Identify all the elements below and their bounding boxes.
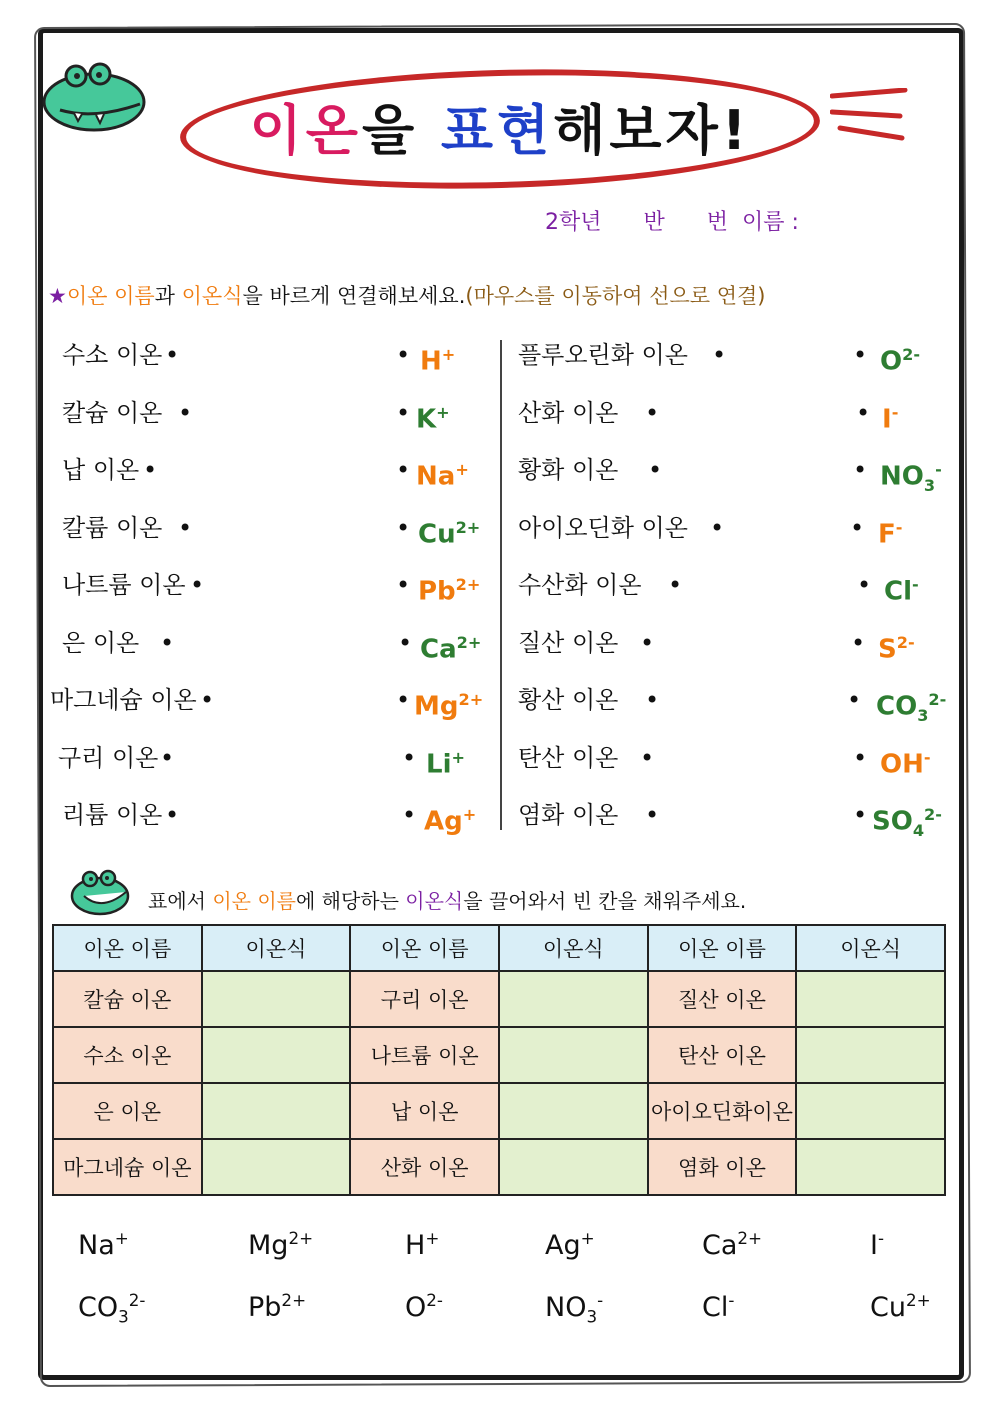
matching-right-name-dot[interactable]: • bbox=[710, 513, 725, 542]
formula-charge: 2+ bbox=[288, 1228, 314, 1248]
formula-charge: 2- bbox=[128, 1290, 146, 1310]
matching-left-name: 칼륨 이온 bbox=[62, 513, 163, 542]
formula-symbol: Cu bbox=[418, 519, 456, 550]
instr1-text: 과 bbox=[154, 284, 182, 308]
matching-left-formula bbox=[416, 398, 450, 435]
matching-left-name-dot[interactable]: • bbox=[200, 686, 215, 714]
matching-right-formula-dot[interactable]: • bbox=[850, 513, 865, 542]
matching-right-name: 염화 이온 bbox=[518, 801, 619, 829]
table-row bbox=[53, 971, 945, 1027]
instr1-hint: (마우스를 이동하여 선으로 연결) bbox=[465, 284, 766, 308]
name-label: 이름 : bbox=[741, 210, 799, 235]
class-label: 반 bbox=[643, 210, 665, 235]
formula-charge: 2+ bbox=[455, 517, 481, 537]
matching-right-name-dot[interactable]: • bbox=[640, 743, 655, 772]
formula-symbol: Mg bbox=[248, 1230, 289, 1261]
instruction-matching bbox=[48, 280, 766, 310]
formula-symbol: Pb bbox=[418, 576, 456, 607]
title-part-4: 해보자! bbox=[553, 99, 751, 162]
matching-right-formula bbox=[882, 398, 898, 435]
draggable-formula[interactable] bbox=[248, 1290, 306, 1323]
instr2-text: 표에서 bbox=[148, 889, 213, 913]
formula-charge: 2+ bbox=[455, 575, 481, 594]
ion-name-cell: 칼슘 이온 bbox=[53, 971, 202, 1027]
matching-left-formula-dot[interactable]: • bbox=[398, 628, 413, 657]
table-row bbox=[53, 1027, 945, 1083]
matching-left-formula bbox=[418, 513, 480, 550]
matching-left-formula-dot[interactable]: • bbox=[396, 686, 411, 714]
matching-left-formula bbox=[414, 685, 483, 722]
grade-label: 2학년 bbox=[545, 210, 602, 235]
formula-charge: - bbox=[923, 747, 931, 767]
table-row bbox=[53, 1083, 945, 1139]
formula-symbol: Ag bbox=[424, 806, 463, 837]
formula-charge: - bbox=[912, 575, 919, 594]
formula-charge: + bbox=[451, 747, 465, 767]
formula-charge: - bbox=[877, 1228, 885, 1248]
ion-formula-drop-cell[interactable] bbox=[202, 1139, 351, 1195]
formula-charge: + bbox=[114, 1228, 129, 1248]
formula-symbol: Pb bbox=[248, 1292, 282, 1323]
matching-right-name-dot[interactable]: • bbox=[648, 456, 663, 484]
ion-formula-drop-cell[interactable] bbox=[202, 1027, 351, 1083]
matching-right-name: 탄산 이온 bbox=[518, 743, 619, 772]
formula-subscript: 3 bbox=[923, 475, 936, 495]
formula-charge: - bbox=[728, 1290, 735, 1310]
formula-charge: - bbox=[895, 517, 903, 537]
matching-left-formula bbox=[416, 455, 469, 492]
matching-left-name-dot[interactable]: • bbox=[178, 513, 193, 542]
matching-right-name-dot[interactable]: • bbox=[640, 628, 655, 657]
matching-right-formula-dot[interactable]: • bbox=[853, 341, 868, 369]
ion-name-cell: 나트륨 이온 bbox=[350, 1027, 499, 1083]
formula-symbol: Na bbox=[78, 1230, 115, 1261]
matching-left-formula bbox=[426, 743, 465, 780]
formula-charge: + bbox=[436, 402, 450, 422]
instruction-table bbox=[148, 885, 746, 914]
matching-left-name: 수소 이온 bbox=[62, 341, 163, 369]
instr2-ion-name: 이온 이름 bbox=[212, 889, 296, 913]
instr1-text: 을 바르게 연결해보세요. bbox=[242, 284, 466, 308]
formula-symbol: NO bbox=[880, 461, 924, 492]
formula-symbol: SO bbox=[872, 806, 913, 837]
draggable-formula[interactable] bbox=[405, 1228, 439, 1261]
formula-charge: + bbox=[441, 345, 456, 364]
header-ion-name: 이온 이름 bbox=[350, 925, 499, 971]
formula-charge: 2+ bbox=[456, 632, 482, 652]
ion-name-cell: 납 이온 bbox=[350, 1083, 499, 1139]
table-header-row bbox=[53, 925, 945, 971]
matching-left-name-dot[interactable]: • bbox=[190, 571, 205, 599]
formula-symbol: H bbox=[420, 346, 442, 377]
formula-symbol: H bbox=[405, 1230, 426, 1261]
formula-charge: + bbox=[580, 1228, 595, 1248]
formula-symbol: I bbox=[870, 1230, 878, 1261]
matching-right-formula bbox=[872, 800, 942, 846]
draggable-formula[interactable] bbox=[702, 1228, 762, 1261]
ion-name-cell: 마그네슘 이온 bbox=[53, 1139, 202, 1195]
header-ion-formula: 이온식 bbox=[202, 925, 351, 971]
formula-symbol: O bbox=[880, 346, 903, 377]
ion-name-cell: 염화 이온 bbox=[648, 1139, 797, 1195]
matching-left-formula-dot[interactable]: • bbox=[396, 398, 411, 427]
emphasis-lines-icon bbox=[830, 88, 910, 143]
matching-right-name-dot[interactable]: • bbox=[668, 571, 683, 599]
instr2-text: 에 해당하는 bbox=[295, 889, 406, 913]
formula-symbol: O bbox=[405, 1292, 427, 1323]
matching-right-name: 질산 이온 bbox=[518, 628, 619, 657]
matching-right-formula-dot[interactable]: • bbox=[856, 398, 871, 427]
matching-left-formula bbox=[418, 570, 480, 607]
matching-left-formula-dot[interactable]: • bbox=[396, 571, 411, 599]
ion-formula-drop-cell[interactable] bbox=[499, 1027, 648, 1083]
matching-right-name-dot[interactable]: • bbox=[645, 801, 660, 829]
ion-formula-drop-cell[interactable] bbox=[796, 1139, 945, 1195]
formula-symbol: F bbox=[878, 519, 896, 550]
ion-formula-drop-cell[interactable] bbox=[796, 1027, 945, 1083]
formula-symbol: Ag bbox=[545, 1230, 581, 1261]
title-part-3: 표현 bbox=[440, 99, 554, 162]
matching-right-formula bbox=[880, 340, 920, 377]
matching-left-formula bbox=[420, 340, 455, 377]
ion-name-cell: 은 이온 bbox=[53, 1083, 202, 1139]
matching-right-name: 플루오린화 이온 bbox=[518, 341, 688, 369]
matching-left-formula-dot[interactable]: • bbox=[396, 456, 411, 484]
title-part-1: 이온 bbox=[249, 99, 362, 162]
formula-charge: 2+ bbox=[737, 1228, 763, 1248]
instr2-text: 을 끌어와서 빈 칸을 채워주세요. bbox=[463, 889, 747, 913]
student-info bbox=[545, 205, 799, 236]
matching-left-formula-dot[interactable]: • bbox=[402, 801, 417, 829]
matching-right-formula bbox=[884, 570, 919, 607]
matching-right-formula-dot[interactable]: • bbox=[853, 801, 868, 829]
instr1-ion-formula: 이온식 bbox=[181, 284, 243, 308]
draggable-formula[interactable] bbox=[405, 1290, 443, 1323]
formula-symbol: Cl bbox=[884, 576, 912, 607]
header-ion-name: 이온 이름 bbox=[53, 925, 202, 971]
formula-subscript: 4 bbox=[912, 820, 925, 840]
crocodile-small-icon bbox=[68, 868, 134, 918]
matching-left-name-dot[interactable]: • bbox=[160, 743, 175, 772]
matching-left-formula bbox=[420, 628, 481, 665]
number-label: 번 bbox=[706, 210, 728, 235]
formula-symbol: Cl bbox=[702, 1292, 729, 1323]
formula-subscript: 3 bbox=[586, 1306, 598, 1327]
ion-name-cell: 아이오딘화이온 bbox=[648, 1083, 797, 1139]
formula-charge: 2+ bbox=[905, 1290, 931, 1310]
matching-left-name-dot[interactable]: • bbox=[160, 628, 175, 657]
ion-formula-drop-cell[interactable] bbox=[796, 1083, 945, 1139]
formula-symbol: Mg bbox=[414, 691, 459, 722]
table-row bbox=[53, 1139, 945, 1195]
draggable-formula[interactable] bbox=[870, 1228, 884, 1261]
matching-left-name: 은 이온 bbox=[62, 628, 140, 657]
formula-symbol: CO bbox=[78, 1292, 119, 1323]
matching-right-formula-dot[interactable]: • bbox=[853, 456, 868, 484]
matching-right-formula bbox=[880, 455, 942, 501]
star-icon: ★ bbox=[48, 284, 67, 308]
matching-left-name: 납 이온 bbox=[62, 456, 140, 484]
matching-left-formula bbox=[424, 800, 476, 837]
matching-left-formula-dot[interactable]: • bbox=[402, 743, 417, 772]
matching-right-formula bbox=[878, 628, 915, 665]
draggable-formula[interactable] bbox=[702, 1290, 734, 1323]
formula-charge: 2+ bbox=[281, 1290, 307, 1310]
matching-right-formula bbox=[876, 685, 946, 731]
draggable-formula[interactable] bbox=[545, 1290, 603, 1326]
formula-charge: 2- bbox=[426, 1290, 443, 1310]
matching-right-name: 산화 이온 bbox=[518, 398, 619, 427]
formula-symbol: CO bbox=[876, 691, 918, 722]
matching-right-formula-dot[interactable]: • bbox=[851, 628, 866, 657]
ion-name-cell: 산화 이온 bbox=[350, 1139, 499, 1195]
formula-charge: - bbox=[935, 460, 942, 479]
matching-left-name: 나트륨 이온 bbox=[62, 571, 186, 599]
matching-right-name: 수산화 이온 bbox=[518, 571, 642, 599]
column-divider bbox=[500, 340, 502, 830]
matching-left-formula-dot[interactable]: • bbox=[396, 513, 411, 542]
matching-right-name: 황화 이온 bbox=[518, 456, 619, 484]
ion-formula-drop-cell[interactable] bbox=[202, 1083, 351, 1139]
formula-charge: 2- bbox=[924, 805, 942, 824]
matching-right-formula-dot[interactable]: • bbox=[857, 571, 872, 599]
formula-charge: 2- bbox=[928, 690, 947, 709]
formula-symbol: OH bbox=[880, 749, 924, 780]
instr1-ion-name: 이온 이름 bbox=[66, 284, 155, 308]
formula-symbol: NO bbox=[545, 1292, 587, 1323]
matching-right-formula bbox=[878, 513, 902, 550]
ion-name-cell: 질산 이온 bbox=[648, 971, 797, 1027]
ion-name-cell: 수소 이온 bbox=[53, 1027, 202, 1083]
formula-symbol: K bbox=[416, 404, 437, 435]
matching-left-name: 칼슘 이온 bbox=[62, 398, 163, 427]
crocodile-mascot-icon bbox=[40, 58, 152, 136]
matching-right-formula-dot[interactable]: • bbox=[847, 686, 862, 714]
formula-subscript: 3 bbox=[917, 705, 929, 725]
header-ion-formula: 이온식 bbox=[499, 925, 648, 971]
formula-charge: 2- bbox=[902, 345, 921, 364]
matching-left-name-dot[interactable]: • bbox=[178, 398, 193, 427]
formula-charge: + bbox=[462, 805, 477, 824]
formula-charge: + bbox=[425, 1228, 440, 1248]
matching-right-name-dot[interactable]: • bbox=[712, 341, 727, 369]
matching-left-name-dot[interactable]: • bbox=[165, 341, 180, 369]
formula-symbol: S bbox=[878, 634, 897, 665]
formula-symbol: Ca bbox=[702, 1230, 738, 1261]
matching-left-name: 리튬 이온 bbox=[62, 801, 163, 829]
matching-right-formula-dot[interactable]: • bbox=[853, 743, 868, 772]
draggable-formula[interactable] bbox=[870, 1290, 931, 1323]
matching-right-formula bbox=[880, 743, 931, 780]
page-title bbox=[180, 88, 820, 165]
formula-subscript: 3 bbox=[118, 1306, 129, 1327]
formula-symbol: Ca bbox=[420, 634, 457, 665]
draggable-formula[interactable] bbox=[248, 1228, 313, 1261]
formula-charge: + bbox=[455, 460, 469, 479]
ion-formula-drop-cell[interactable] bbox=[202, 971, 351, 1027]
draggable-formula[interactable] bbox=[78, 1290, 145, 1326]
matching-left-formula-dot[interactable]: • bbox=[396, 341, 411, 369]
ion-table bbox=[52, 924, 946, 1196]
formula-charge: 2+ bbox=[458, 690, 484, 709]
instr2-ion-formula: 이온식 bbox=[405, 889, 464, 913]
matching-left-name: 마그네슘 이온 bbox=[50, 686, 197, 714]
matching-left-name-dot[interactable]: • bbox=[165, 801, 180, 829]
matching-right-name: 황산 이온 bbox=[518, 686, 619, 714]
matching-right-name-dot[interactable]: • bbox=[645, 686, 660, 714]
formula-charge: 2- bbox=[896, 632, 915, 652]
ion-formula-drop-cell[interactable] bbox=[796, 971, 945, 1027]
ion-formula-drop-cell[interactable] bbox=[499, 971, 648, 1027]
ion-formula-drop-cell[interactable] bbox=[499, 1083, 648, 1139]
draggable-formula[interactable] bbox=[545, 1228, 595, 1261]
formula-charge: - bbox=[597, 1290, 604, 1310]
formula-symbol: Li bbox=[426, 749, 452, 780]
formula-symbol: I bbox=[882, 404, 892, 435]
formula-symbol: Na bbox=[416, 461, 456, 492]
formula-charge: - bbox=[891, 402, 899, 422]
title-part-2: 을 bbox=[361, 99, 419, 162]
ion-name-cell: 탄산 이온 bbox=[648, 1027, 797, 1083]
ion-name-cell: 구리 이온 bbox=[350, 971, 499, 1027]
matching-left-name-dot[interactable]: • bbox=[143, 456, 158, 484]
ion-formula-drop-cell[interactable] bbox=[499, 1139, 648, 1195]
formula-symbol: Cu bbox=[870, 1292, 906, 1323]
matching-right-name: 아이오딘화 이온 bbox=[518, 513, 688, 542]
matching-right-name-dot[interactable]: • bbox=[645, 398, 660, 427]
header-ion-name: 이온 이름 bbox=[648, 925, 797, 971]
draggable-formula[interactable] bbox=[78, 1228, 129, 1261]
header-ion-formula: 이온식 bbox=[796, 925, 945, 971]
matching-left-name: 구리 이온 bbox=[58, 743, 159, 772]
